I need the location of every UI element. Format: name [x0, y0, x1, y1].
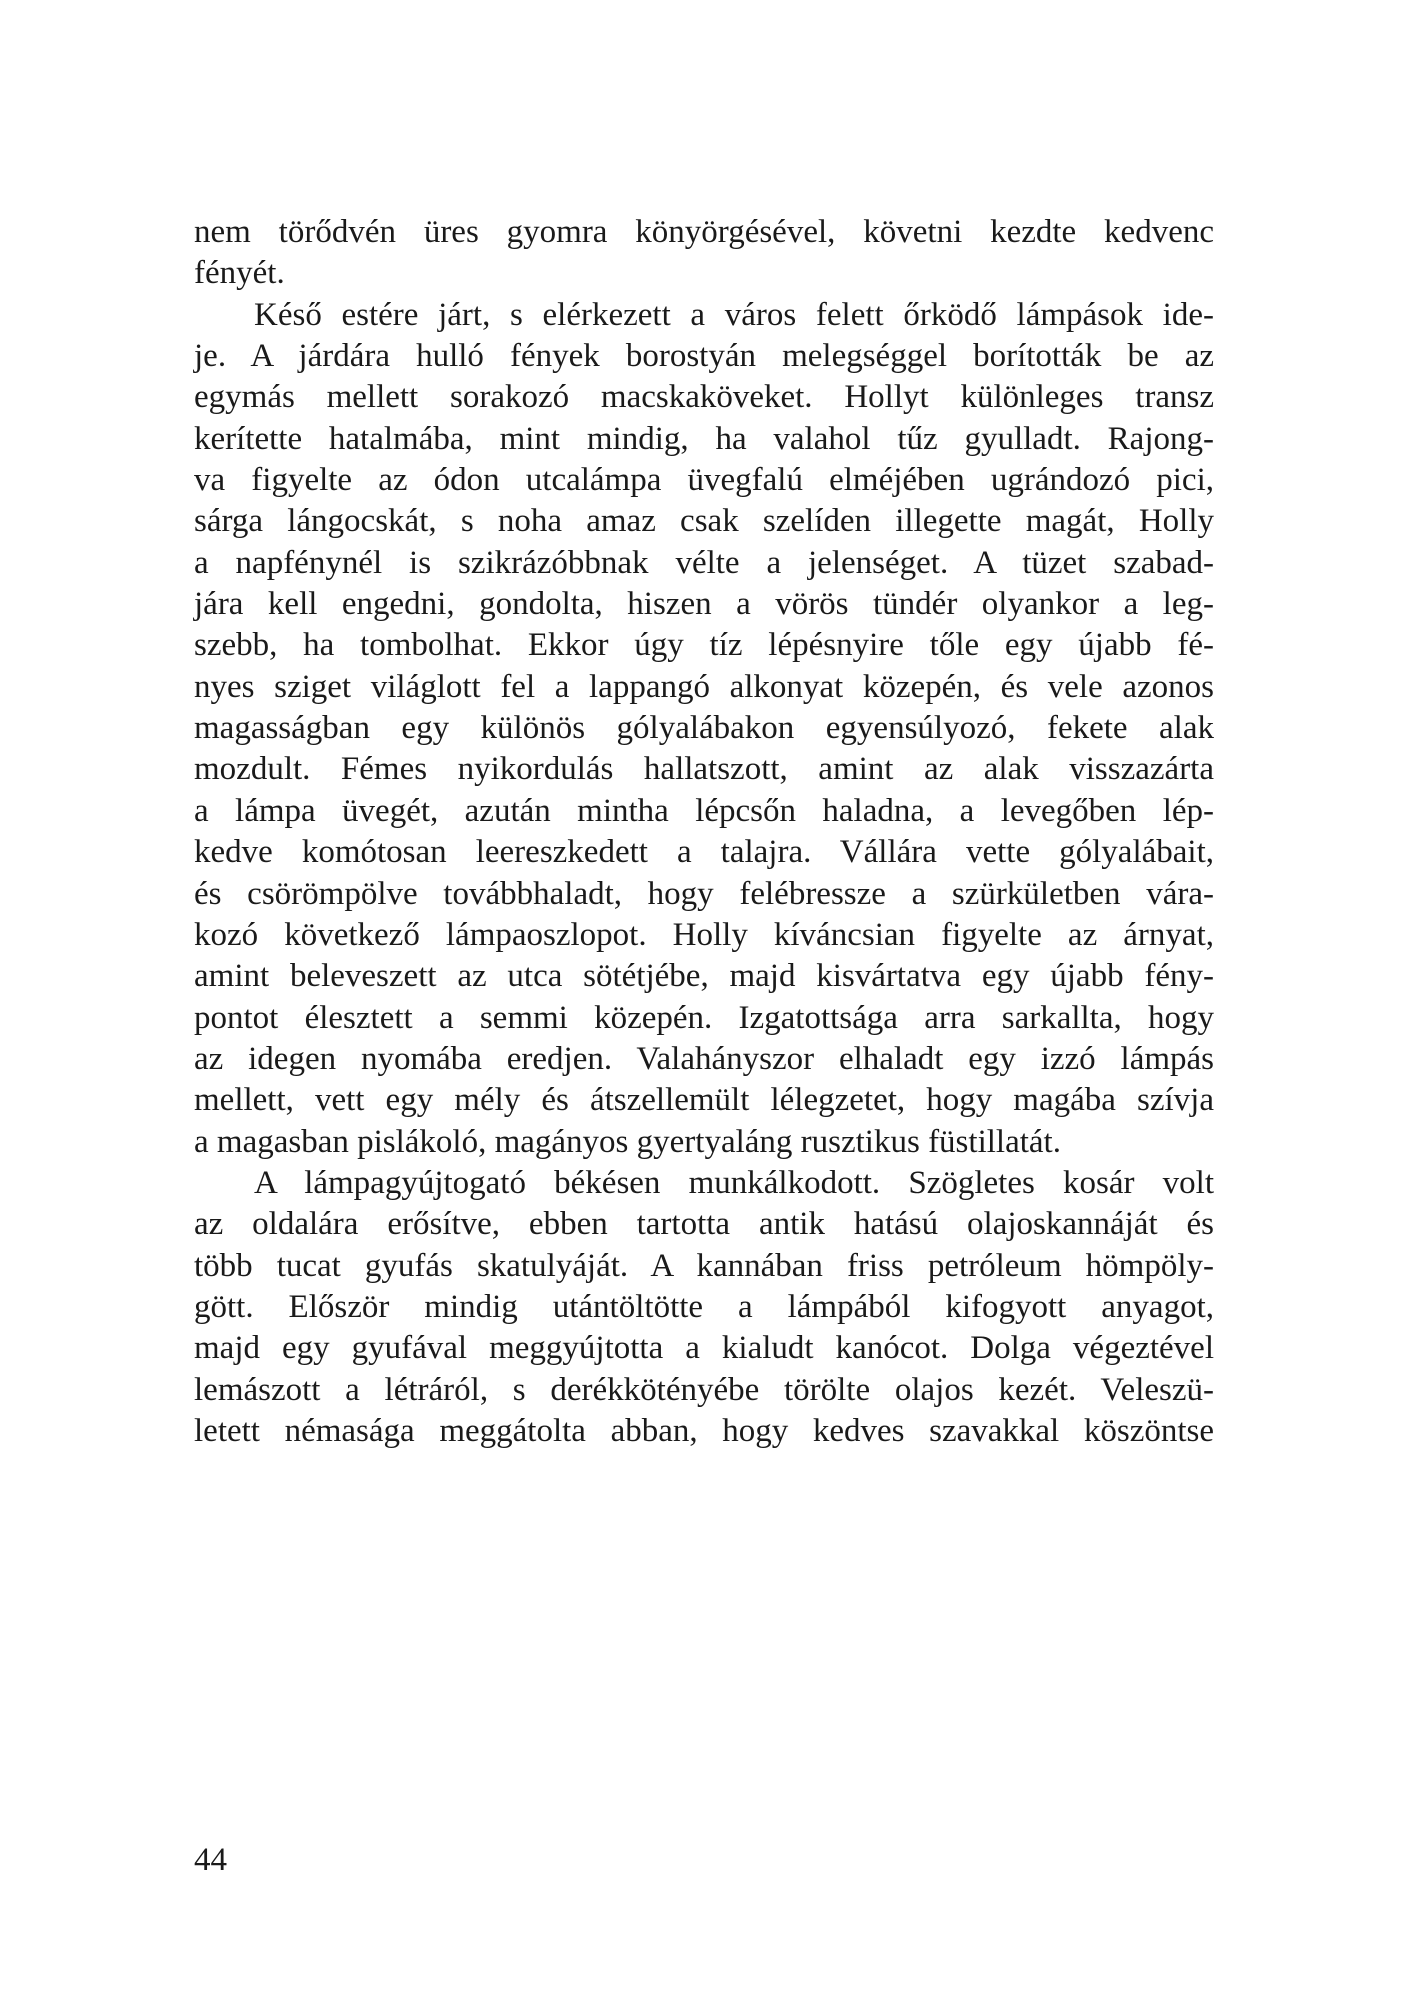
- text-line: mozdult. Fémes nyikordulás hallatszott, amint az alak visszazárta: [194, 751, 1214, 788]
- text-line: mellett, vett egy mély és átszellemült lélegzetet, hogy magába szívja: [194, 1082, 1214, 1119]
- text-line: fényét.: [194, 255, 285, 292]
- text-line: a lámpa üvegét, azután mintha lépcsőn haladna, a levegőben lép-: [194, 792, 1214, 829]
- text-line: amint beleveszett az utca sötétjébe, majd kisvártatva egy újabb fény-: [194, 958, 1214, 995]
- text-line: szebb, ha tombolhat. Ekkor úgy tíz lépésnyire tőle egy újabb fé-: [194, 627, 1214, 664]
- text-line: nem törődvén üres gyomra könyörgésével, követni kezdte kedvenc: [194, 214, 1214, 250]
- text-line: az oldalára erősítve, ebben tartotta antik hatású olajoskannáját és: [194, 1206, 1214, 1243]
- text-line: a napfénynél is szikrázóbbnak vélte a jelenséget. A tüzet szabad-: [194, 544, 1214, 581]
- text-line: majd egy gyufával meggyújtotta a kialudt kanócot. Dolga végeztével: [194, 1330, 1214, 1367]
- text-line: több tucat gyufás skatulyáját. A kannában friss petróleum hömpöly-: [194, 1247, 1214, 1284]
- text-line: sárga lángocskát, s noha amaz csak szelíden illegette magát, Holly: [194, 503, 1214, 540]
- text-line: kozó következő lámpaoszlopot. Holly kíváncsian figyelte az árnyat,: [194, 916, 1214, 953]
- text-line: gött. Először mindig utántöltötte a lámpából kifogyott anyagot,: [194, 1288, 1214, 1325]
- text-line: je. A járdára hulló fények borostyán melegséggel borították be az: [194, 338, 1214, 375]
- text-line: A lámpagyújtogató békésen munkálkodott. Szögletes kosár volt: [254, 1164, 1214, 1201]
- text-line: jára kell engedni, gondolta, hiszen a vörös tündér olyankor a leg-: [194, 586, 1214, 623]
- text-line: va figyelte az ódon utcalámpa üvegfalú elméjében ugrándozó pici,: [194, 462, 1214, 499]
- text-line: nyes sziget világlott fel a lappangó alkonyat közepén, és vele azonos: [194, 668, 1214, 705]
- text-line: egymás mellett sorakozó macskaköveket. Hollyt különleges transz: [194, 379, 1214, 416]
- text-line: az idegen nyomába eredjen. Valahányszor elhaladt egy izzó lámpás: [194, 1040, 1214, 1077]
- text-line: és csörömpölve továbbhaladt, hogy felébressze a szürkületben vára-: [194, 875, 1214, 912]
- body-text: [194, 212, 1214, 1452]
- text-line: Késő estére járt, s elérkezett a város felett őrködő lámpások ide-: [254, 296, 1214, 333]
- text-line: pontot élesztett a semmi közepén. Izgatottsága arra sarkallta, hogy: [194, 999, 1214, 1036]
- text-line: lemászott a létráról, s derékkötényébe törölte olajos kezét. Veleszü-: [194, 1371, 1214, 1408]
- text-line: kedve komótosan leereszkedett a talajra. Vállára vette gólyalábait,: [194, 834, 1214, 871]
- text-line: magasságban egy különös gólyalábakon egyensúlyozó, fekete alak: [194, 710, 1214, 747]
- text-line: a magasban pislákoló, magányos gyertyaláng rusztikus füstillatát.: [194, 1123, 1061, 1160]
- text-line: letett némasága meggátolta abban, hogy kedves szavakkal köszöntse: [194, 1412, 1214, 1449]
- text-line: kerítette hatalmába, mint mindig, ha valahol tűz gyulladt. Rajong-: [194, 420, 1214, 457]
- page-number: 44: [194, 1842, 227, 1878]
